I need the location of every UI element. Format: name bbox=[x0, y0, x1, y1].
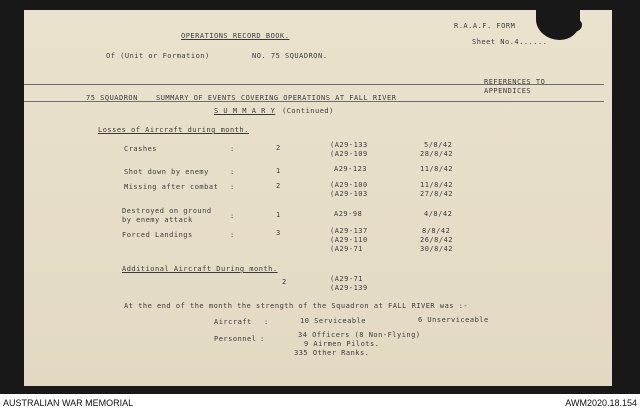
summary-of-events: SUMMARY OF EVENTS COVERING OPERATIONS AT FALL RIVER bbox=[156, 94, 397, 102]
unserviceable-count: 6 Unserviceable bbox=[418, 316, 489, 324]
loss-colon: : bbox=[230, 183, 235, 191]
loss-label: Crashes bbox=[124, 145, 158, 153]
additional-heading: Additional Aircraft During month. bbox=[122, 265, 278, 273]
loss-label: Destroyed on ground bbox=[122, 207, 212, 215]
loss-date: 30/8/42 bbox=[420, 245, 454, 253]
loss-date: 26/8/42 bbox=[420, 236, 454, 244]
loss-label: Missing after combat bbox=[124, 183, 219, 191]
loss-aircraft: (A29-133 bbox=[330, 141, 368, 149]
loss-label: Forced Landings bbox=[122, 231, 193, 239]
loss-aircraft: A29-98 bbox=[334, 210, 363, 218]
summary-continued: (Continued) bbox=[282, 107, 334, 115]
document-page bbox=[24, 10, 612, 386]
personnel-colon: : bbox=[260, 335, 265, 343]
footer-source: AUSTRALIAN WAR MEMORIAL bbox=[3, 398, 134, 408]
loss-aircraft: (A29-100 bbox=[330, 181, 368, 189]
loss-date: 11/8/42 bbox=[420, 181, 454, 189]
appendices-label: APPENDICES bbox=[484, 87, 532, 95]
footer-accession: AWM2020.18.154 bbox=[565, 398, 637, 408]
loss-aircraft: (A29-137 bbox=[330, 227, 368, 235]
loss-aircraft: A29-123 bbox=[334, 165, 368, 173]
loss-date: 28/8/42 bbox=[420, 150, 454, 158]
personnel-airmen: 9 Airmen Pilots. bbox=[304, 340, 380, 348]
serviceable-count: 10 Serviceable bbox=[300, 317, 367, 325]
additional-aircraft: (A29-71 bbox=[330, 275, 364, 283]
references-label: REFERENCES TO bbox=[484, 78, 546, 86]
personnel-officers: 34 Officers (8 Non-Flying) bbox=[298, 331, 421, 339]
loss-date: 27/8/42 bbox=[420, 190, 454, 198]
additional-count: 2 bbox=[282, 278, 287, 286]
torn-corner-hole bbox=[564, 18, 582, 32]
loss-count: 2 bbox=[276, 182, 281, 190]
loss-aircraft: (A29-71 bbox=[330, 245, 364, 253]
unit-label: Of (Unit or Formation) bbox=[106, 52, 210, 60]
loss-colon: : bbox=[230, 145, 235, 153]
aircraft-label: Aircraft bbox=[214, 318, 252, 326]
unit-name: NO. 75 SQUADRON. bbox=[252, 52, 328, 60]
loss-colon: : bbox=[230, 168, 235, 176]
loss-colon: : bbox=[230, 231, 235, 239]
loss-aircraft: (A29-110 bbox=[330, 236, 368, 244]
squadron-column: 75 SQUADRON bbox=[86, 94, 138, 102]
form-label: R.A.A.F. FORM bbox=[454, 22, 516, 30]
loss-colon: : bbox=[230, 212, 235, 220]
losses-heading: Losses of Aircraft during month. bbox=[98, 126, 249, 134]
loss-date: 11/8/42 bbox=[420, 165, 454, 173]
loss-label-line2: by enemy attack bbox=[122, 216, 193, 224]
loss-date: 4/8/42 bbox=[424, 210, 453, 218]
loss-aircraft: (A29-109 bbox=[330, 150, 368, 158]
loss-aircraft: (A29-103 bbox=[330, 190, 368, 198]
personnel-other-ranks: 335 Other Ranks. bbox=[294, 349, 370, 357]
loss-count: 1 bbox=[276, 211, 281, 219]
record-book-title: OPERATIONS RECORD BOOK. bbox=[181, 32, 290, 40]
loss-date: 5/8/42 bbox=[424, 141, 453, 149]
aircraft-colon: : bbox=[264, 318, 269, 326]
personnel-label: Personnel bbox=[214, 335, 257, 343]
footer-bar bbox=[0, 394, 640, 411]
additional-aircraft: (A29-139 bbox=[330, 284, 368, 292]
loss-count: 3 bbox=[276, 229, 281, 237]
loss-count: 1 bbox=[276, 167, 281, 175]
loss-count: 2 bbox=[276, 144, 281, 152]
strength-statement: At the end of the month the strength of the Squadron at FALL RIVER was :- bbox=[124, 302, 469, 310]
loss-date: 8/8/42 bbox=[422, 227, 451, 235]
summary-title: S U M M A R Y bbox=[214, 107, 276, 115]
sheet-number: Sheet No.4...... bbox=[472, 38, 548, 46]
loss-label: Shot down by enemy bbox=[124, 168, 209, 176]
